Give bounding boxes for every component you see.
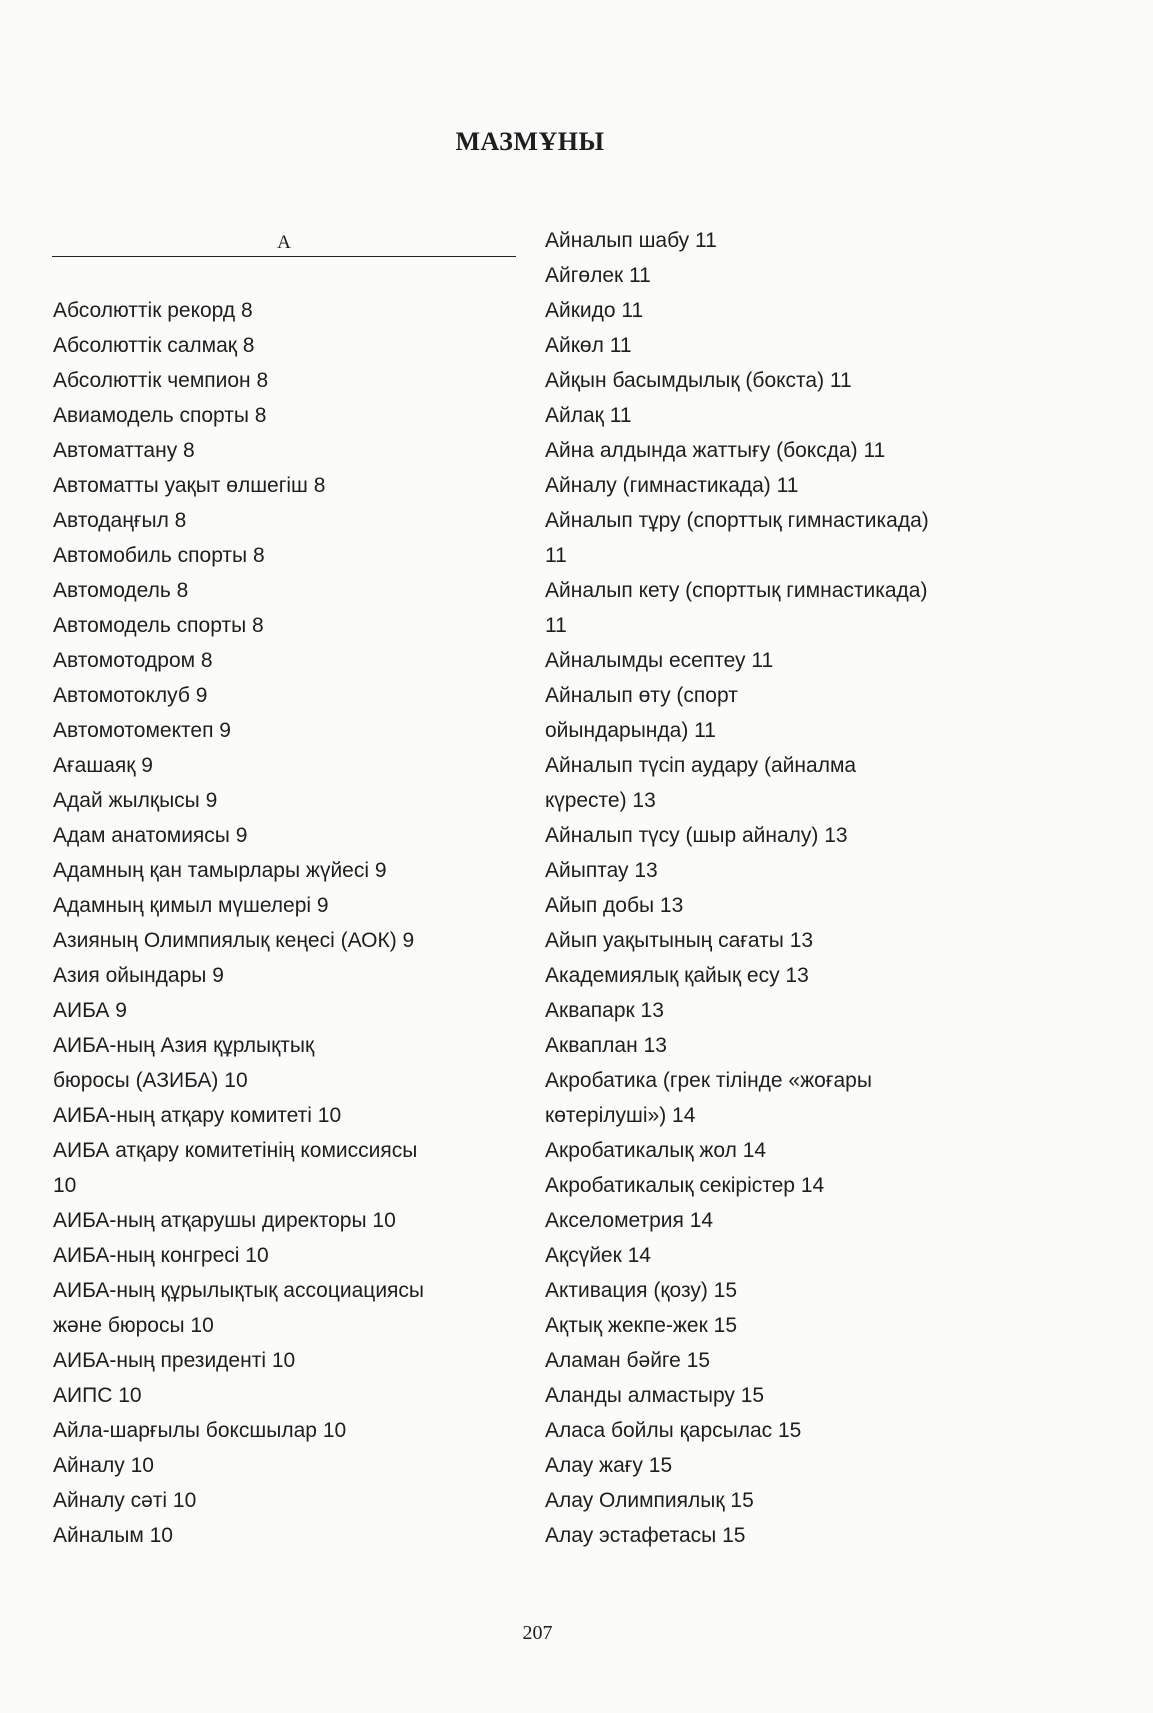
toc-entry: Автомотоклуб 9	[53, 684, 208, 707]
toc-entry: Айыптау 13	[545, 859, 658, 882]
toc-entry: Адамның қимыл мүшелері 9	[53, 894, 329, 917]
toc-entry: АИПС 10	[53, 1384, 142, 1407]
toc-entry: Айна алдында жаттығу (боксда) 11	[545, 439, 886, 462]
toc-entry: Ағашаяқ 9	[53, 754, 153, 777]
toc-entry: Айып добы 13	[545, 894, 684, 917]
toc-entry: Адамның қан тамырлары жүйесі 9	[53, 859, 387, 882]
toc-right-column	[545, 223, 1015, 1553]
toc-entry: Автоматтану 8	[53, 439, 195, 462]
toc-entry: Автомодель спорты 8	[53, 614, 264, 637]
toc-entry: Ақтық жекпе-жек 15	[545, 1314, 737, 1337]
toc-entry: АИБА-ның президенті 10	[53, 1349, 296, 1372]
toc-entry: Акробатикалық секірістер 14	[545, 1174, 825, 1197]
toc-entry: Айналып түсіп аудару (айналма	[545, 754, 857, 777]
toc-entry: Автоматты уақыт өлшегіш 8	[53, 474, 326, 497]
toc-entry: Айқын басымдылық (бокста) 11	[545, 369, 852, 392]
toc-entry: Академиялық қайық есу 13	[545, 964, 809, 987]
toc-entry: Айналып кету (спорттық гимнастикада)	[545, 579, 928, 602]
toc-entry: күресте) 13	[545, 789, 656, 812]
page-title: МАЗМҰНЫ	[455, 127, 605, 157]
toc-entry: Азияның Олимпиялық кеңесі (АОК) 9	[53, 929, 415, 952]
toc-entry: АИБА 9	[53, 999, 127, 1022]
toc-entry: Айкидо 11	[545, 299, 644, 322]
toc-entry: Аламан бәйге 15	[545, 1349, 710, 1372]
toc-entry: Ақсүйек 14	[545, 1244, 651, 1267]
toc-entry: Автомодель 8	[53, 579, 189, 602]
toc-entry: бюросы (АЗИБА) 10	[53, 1069, 248, 1092]
toc-entry: және бюросы 10	[53, 1314, 214, 1337]
toc-entry: Айып уақытының сағаты 13	[545, 929, 814, 952]
toc-entry: Аласа бойлы қарсылас 15	[545, 1419, 802, 1442]
toc-entry: Абсолюттік рекорд 8	[53, 299, 253, 322]
toc-entry: Айналу (гимнастикада) 11	[545, 474, 799, 497]
toc-entry: Айналымды есептеу 11	[545, 649, 774, 672]
toc-entry: Автомобиль спорты 8	[53, 544, 265, 567]
toc-entry: Акробатика (грек тілінде «жоғары	[545, 1069, 872, 1092]
toc-entry: Адам анатомиясы 9	[53, 824, 248, 847]
toc-entry: Айналып өту (спорт	[545, 684, 738, 707]
toc-entry: Алау Олимпиялық 15	[545, 1489, 754, 1512]
toc-entry: Активация (қозу) 15	[545, 1279, 738, 1302]
toc-entry: Акробатикалық жол 14	[545, 1139, 767, 1162]
toc-entry: Айгөлек 11	[545, 264, 651, 287]
toc-entry: Айналу 10	[53, 1454, 154, 1477]
toc-entry: Айлақ 11	[545, 404, 632, 427]
toc-entry: Айналып шабу 11	[545, 229, 717, 252]
toc-entry: Айналым 10	[53, 1524, 173, 1547]
toc-entry: Айналып тұру (спорттық гимнастикада)	[545, 509, 929, 532]
toc-entry: АИБА-ның атқарушы директоры 10	[53, 1209, 396, 1232]
toc-entry: Авиамодель спорты 8	[53, 404, 267, 427]
toc-entry: 10	[53, 1174, 77, 1197]
toc-entry: АИБА-ның атқару комитеті 10	[53, 1104, 342, 1127]
toc-entry: көтерілуші») 14	[545, 1104, 696, 1127]
toc-entry: 11	[545, 544, 567, 567]
toc-entry: Аквапарк 13	[545, 999, 664, 1022]
page-number: 207	[522, 1622, 553, 1644]
toc-entry: Айкөл 11	[545, 334, 632, 357]
toc-entry: Алау эстафетасы 15	[545, 1524, 746, 1547]
toc-entry: Алау жағу 15	[545, 1454, 673, 1477]
toc-entry: Автомотомектеп 9	[53, 719, 231, 742]
toc-left-column	[53, 293, 513, 1553]
toc-entry: Азия ойындары 9	[53, 964, 224, 987]
toc-entry: Аланды алмастыру 15	[545, 1384, 765, 1407]
toc-entry: Адай жылқысы 9	[53, 789, 218, 812]
toc-entry: Айла-шарғылы боксшылар 10	[53, 1419, 347, 1442]
toc-entry: 11	[545, 614, 567, 637]
toc-entry: ойындарында) 11	[545, 719, 716, 742]
toc-entry: Акселометрия 14	[545, 1209, 714, 1232]
toc-entry: Айналу сәті 10	[53, 1489, 197, 1512]
toc-entry: Айналып түсу (шыр айналу) 13	[545, 824, 848, 847]
toc-entry: Абсолюттік салмақ 8	[53, 334, 255, 357]
toc-entry: АИБА атқару комитетінің комиссиясы	[53, 1139, 418, 1162]
section-header-letter: А	[52, 232, 516, 257]
toc-entry: АИБА-ның құрылықтық ассоциациясы	[53, 1279, 425, 1302]
toc-entry: АИБА-ның конгресі 10	[53, 1244, 269, 1267]
toc-entry: Автомотодром 8	[53, 649, 213, 672]
toc-entry: АИБА-ның Азия құрлықтық	[53, 1034, 315, 1057]
toc-entry: Автодаңғыл 8	[53, 509, 187, 532]
toc-entry: Акваплан 13	[545, 1034, 667, 1057]
toc-entry: Абсолюттік чемпион 8	[53, 369, 269, 392]
